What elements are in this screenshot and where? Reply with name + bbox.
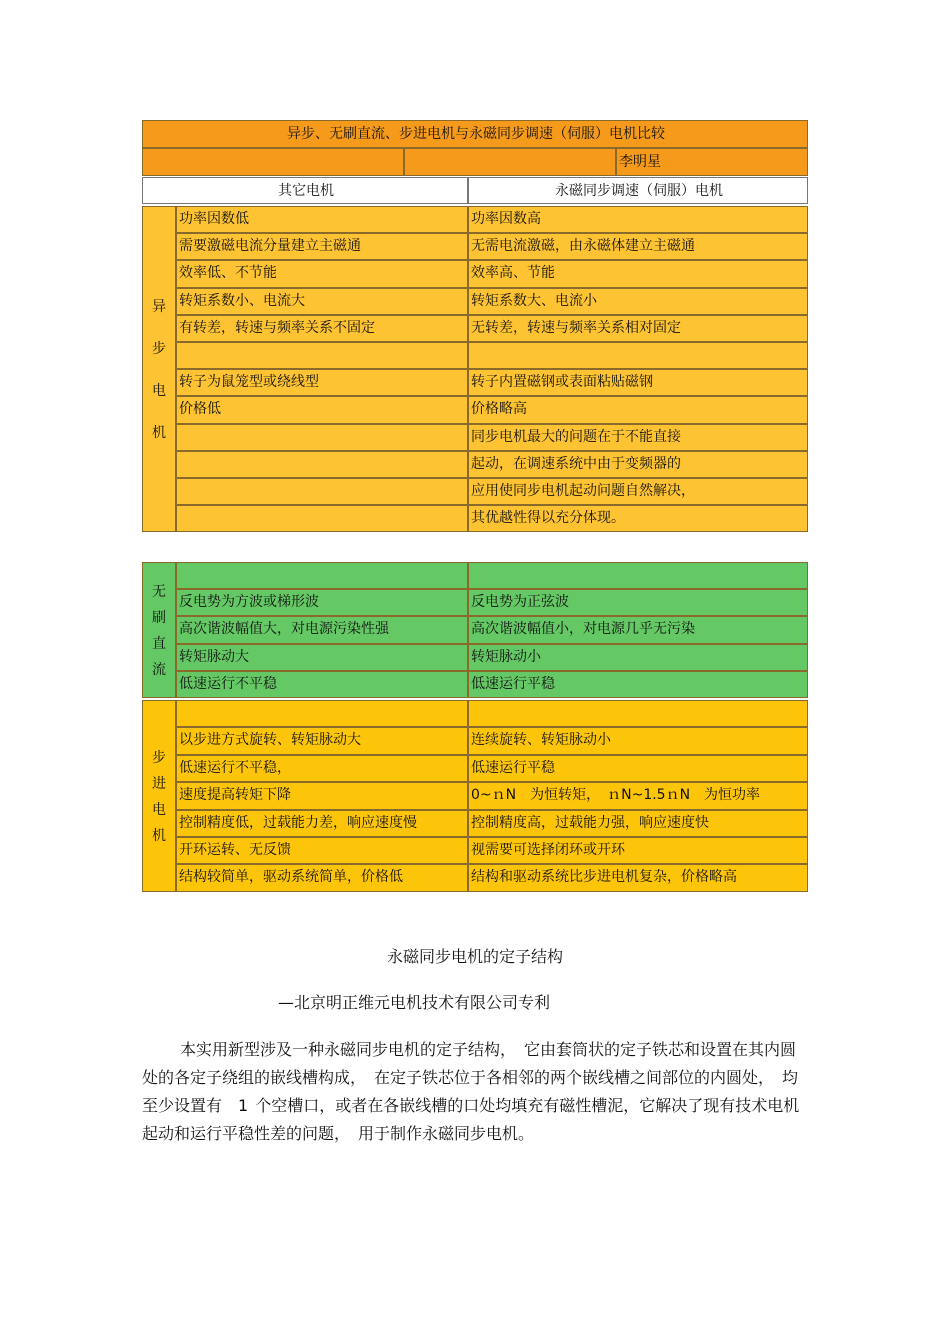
bldc-motor-label-char: 无	[152, 584, 166, 600]
async-motor-cell-other	[176, 505, 468, 532]
bldc-motor-cell-other: 高次谐波幅值大，对电源污染性强	[176, 616, 468, 643]
async-motor-cell-other	[176, 424, 468, 451]
async-motor-cell-pmsm: 同步电机最大的问题在于不能直接	[468, 424, 808, 451]
bldc-motor-cell-pmsm: 高次谐波幅值小，对电源几乎无污染	[468, 616, 808, 643]
bldc-motor-cell-other	[176, 562, 468, 589]
stepper-motor-label-char: 机	[152, 827, 166, 844]
async-motor-cell-other	[176, 451, 468, 478]
stepper-motor-cell-other: 速度提高转矩下降	[176, 782, 468, 809]
stepper-motor-cell-pmsm: 连续旋转、转矩脉动小	[468, 727, 808, 754]
article-body: 本实用新型涉及一种永磁同步电机的定子结构， 它由套筒状的定子铁芯和设置在其内圆处的各定子绕组的嵌线槽构成， 在定子铁芯位于各相邻的两个嵌线槽之间部位的内圆处， 均至少设置有 1 个空槽口，或者在各嵌线槽的口处均填充有磁性槽泥，它解决了现有技术电机起动和运行平稳性差的问题， 用于制作永磁同步电机。	[142, 1040, 800, 1143]
author-name: 李明星	[616, 148, 808, 176]
article-heading: 永磁同步电机的定子结构	[386, 947, 563, 966]
stepper-motor-label-char: 步	[152, 749, 166, 766]
column-header-pmsm: 永磁同步调速（伺服）电机	[468, 177, 808, 204]
bldc-motor-cell-pmsm: 转矩脉动小	[468, 644, 808, 671]
async-motor-cell-other: 效率低、不节能	[176, 260, 468, 287]
async-motor-cell-pmsm	[468, 342, 808, 369]
async-motor-cell-other: 需要激磁电流分量建立主磁通	[176, 233, 468, 260]
stepper-motor-cell-other: 以步进方式旋转、转矩脉动大	[176, 727, 468, 754]
async-motor-label-char: 异	[152, 299, 166, 316]
table-title: 异步、无刷直流、步进电机与永磁同步调速（伺服）电机比较	[142, 120, 808, 148]
async-motor-cell-pmsm: 起动，在调速系统中由于变频器的	[468, 451, 808, 478]
async-motor-cell-pmsm: 转子内置磁钢或表面粘贴磁钢	[468, 369, 808, 396]
column-header-row	[142, 177, 808, 204]
async-motor-label-char: 步	[152, 341, 166, 358]
async-motor-cell-other: 功率因数低	[176, 206, 468, 233]
stepper-motor-cell-other: 控制精度低，过载能力差，响应速度慢	[176, 810, 468, 837]
stepper-motor-cell-pmsm	[468, 700, 808, 727]
async-motor-cell-other	[176, 342, 468, 369]
table-title-row	[142, 120, 808, 148]
async-motor-cell-pmsm: 效率高、节能	[468, 260, 808, 287]
bldc-motor-label-char: 流	[152, 662, 166, 678]
author-row	[142, 148, 808, 176]
stepper-motor-label-char: 进	[152, 775, 166, 792]
async-motor-cell-pmsm: 无需电流激磁，由永磁体建立主磁通	[468, 233, 808, 260]
stepper-motor-cell-pmsm: 结构和驱动系统比步进电机复杂，价格略高	[468, 864, 808, 891]
async-motor-cell-pmsm: 功率因数高	[468, 206, 808, 233]
async-motor-cell-pmsm: 转矩系数大、电流小	[468, 288, 808, 315]
stepper-motor-cell-other	[176, 700, 468, 727]
bldc-motor-label	[142, 562, 176, 698]
async-motor-cell-other: 转子为鼠笼型或绕线型	[176, 369, 468, 396]
bldc-motor-cell-other: 反电势为方波或梯形波	[176, 589, 468, 616]
stepper-motor-cell-pmsm: 视需要可选择闭环或开环	[468, 837, 808, 864]
article-subheading: —北京明正维元电机技术有限公司专利	[278, 993, 551, 1012]
author-row-blank-1	[142, 148, 404, 176]
stepper-motor-cell-other: 低速运行不平稳，	[176, 755, 468, 782]
stepper-motor-label	[142, 700, 176, 892]
bldc-motor-label-char: 直	[152, 636, 166, 652]
bldc-motor-cell-other: 低速运行不平稳	[176, 671, 468, 698]
column-header-other: 其它电机	[142, 177, 468, 204]
stepper-motor-cell-pmsm: 低速运行平稳	[468, 755, 808, 782]
async-motor-cell-pmsm: 无转差，转速与频率关系相对固定	[468, 315, 808, 342]
async-motor-cell-pmsm: 价格略高	[468, 396, 808, 423]
stepper-motor-cell-pmsm: 控制精度高，过载能力强，响应速度快	[468, 810, 808, 837]
async-motor-cell-pmsm: 其优越性得以充分体现。	[468, 505, 808, 532]
async-motor-cell-other: 转矩系数小、电流大	[176, 288, 468, 315]
async-motor-cell-other	[176, 478, 468, 505]
bldc-motor-label-char: 刷	[152, 610, 166, 626]
bldc-motor-cell-pmsm: 低速运行平稳	[468, 671, 808, 698]
stepper-motor-cell-other: 开环运转、无反馈	[176, 837, 468, 864]
async-motor-label-char: 机	[152, 425, 166, 442]
async-motor-cell-pmsm: 应用使同步电机起动问题自然解决，	[468, 478, 808, 505]
stepper-motor-label-char: 电	[152, 801, 166, 818]
author-row-blank-2	[404, 148, 616, 176]
async-motor-cell-other: 有转差，转速与频率关系不固定	[176, 315, 468, 342]
async-motor-label-char: 电	[152, 383, 166, 400]
bldc-motor-cell-pmsm	[468, 562, 808, 589]
async-motor-label	[142, 206, 176, 532]
stepper-motor-cell-other: 结构较简单，驱动系统简单，价格低	[176, 864, 468, 891]
async-motor-cell-other: 价格低	[176, 396, 468, 423]
stepper-motor-cell-pmsm: 0~ｎN 为恒转矩， ｎN~1.5ｎN 为恒功率	[468, 782, 808, 809]
bldc-motor-cell-pmsm: 反电势为正弦波	[468, 589, 808, 616]
bldc-motor-cell-other: 转矩脉动大	[176, 644, 468, 671]
